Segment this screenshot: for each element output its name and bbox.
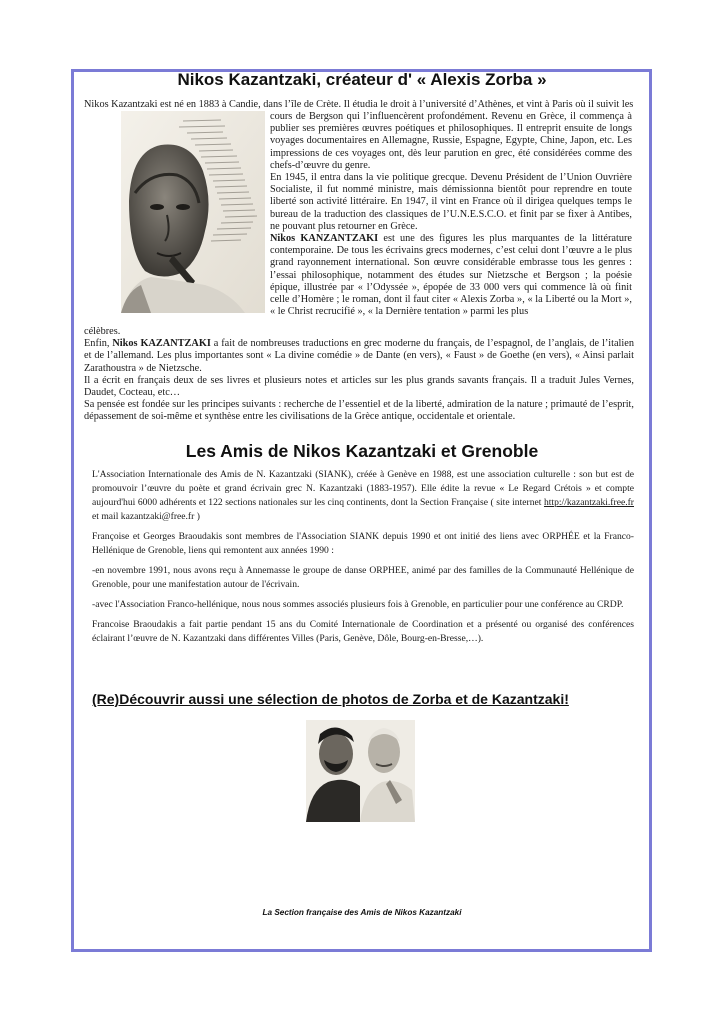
section-title-amis: Les Amis de Nikos Kazantzaki et Grenoble xyxy=(185,441,539,461)
photos-link-heading[interactable]: (Re)Découvrir aussi une sélection de photos de Zorba et de Kazantzaki! xyxy=(92,691,569,707)
bio-paragraph xyxy=(270,233,632,318)
website-link[interactable]: http://kazantzaki.free.fr xyxy=(543,497,634,508)
author-name-bold: Nikos KAZANTZAKI xyxy=(112,338,211,350)
amis-text: et mail kazantzaki@free.fr ) xyxy=(92,511,200,522)
amis-paragraph: Françoise et Georges Braoudakis sont membres de l'Association SIANK depuis 1990 et ont initié des liens avec ORPHÉE et la Franco-Hellénique de Grenoble, liens qui remontent aux années 1990 : xyxy=(92,531,634,556)
amis-paragraph: -en novembre 1991, nous avons reçu à Annemasse le groupe de danse ORPHEE, animé par des familles de la Communauté Hellénique de Grenoble, pour une manifestation autour de l'écrivain. xyxy=(92,565,634,590)
intro-line: Nikos Kazantzaki est né en 1883 à Candie, dans l’île de Crète. Il étudia le droit à l’université d’Athènes, et vint à Paris où il suivit les xyxy=(84,99,634,110)
amis-paragraph: -avec l'Association Franco-hellénique, nous nous sommes associés plusieurs fois à Grenoble, en particulier pour une conférence au CRDP. xyxy=(92,599,624,610)
amis-paragraph xyxy=(92,468,634,524)
bio-text: Enfin, xyxy=(84,338,113,350)
bio-paragraph: Sa pensée est fondée sur les principes suivants : recherche de l’essentiel et de la liberté, admiration de la nature ; primauté de l’esprit, dépassement de soi-même et synthèse entre les civilisations de la Grèce antique, occidentale et orientale. xyxy=(84,399,634,423)
zorba-kazantzaki-photo xyxy=(306,720,415,822)
bio-paragraph: Il a écrit en français deux de ses livres et plusieurs notes et articles sur les plus grands savants français. Il a traduit Jules Vernes, Daudet, Cocteau, etc… xyxy=(84,374,634,399)
amis-text: L'Association Internationale des Amis de N. Kazantzaki (SIANK), créée à Genève en 1988, est une association culturelle : son but est de promouvoir l’œuvre du poète et grand écrivain grec N. Kazantzaki (1883-1957). Elle édite la revue « Le Regard Crétois » et compte aujourd'hui 6000 adhérents et 122 sections nationales sur les cinq continents, dont la Section Française ( site internet xyxy=(92,469,634,508)
kazantzaki-portrait-image xyxy=(121,111,265,313)
bio-text: est une des figures les plus marquantes de la littérature contemporaine. De tous les écrivains grecs modernes, c’est celui dont l’œuvre a le plus grand rayonnement international. Son œuvre considérable embrasse tous les genres : l’essai philosophique, notamment des études sur Nietzsche et Bergson ; la poésie épique, illustrée par « l’Odyssée », épopée de 33 000 vers qui commence là où finit celle d’Homère ; le roman, dont il faut citer « Alexis Zorba », « la Liberté ou la Mort », « le Christ recrucifié », « la Dernière tentation » parmi les plus xyxy=(270,233,632,318)
bio-text: a fait de nombreuses traductions en grec moderne du français, de l’espagnol, de l’anglais, de l’italien et de l’allemand. Les plus importantes sont « La divine comédie » de Dante (en vers), « Faust » de Goethe (en vers), « Ainsi parlait Zarathoustra » de Nietzsche. xyxy=(84,338,634,374)
bio-paragraph: En 1945, il entra dans la vie politique grecque. Devenu Président de l’Union Ouvrière Socialiste, il fut nommé ministre, mais démissionna bientôt pour reprendre en toute liberté son activité littéraire. En 1947, il vint en France où il dirigea quelques temps le bureau de la traduction des classiques de l’U.N.E.S.C.O. et finit par se fixer à Antibes, ne pouvant plus retourner en Grèce. xyxy=(270,172,632,232)
amis-paragraph: Francoise Braoudakis a fait partie pendant 15 ans du Comité Internationale de Coordination et a présenté ou organisé des conférences éclairant l’œuvre de N. Kazantzaki dans différentes Villes (Paris, Genève, Dôle, Bourg-en-Bresse,…). xyxy=(92,619,634,644)
bio-paragraph: célèbres. xyxy=(84,326,121,337)
bio-paragraph: cours de Bergson qui l’influencèrent profondément. Revenu en Grèce, il commença à publier ses premières œuvres poétiques et philosophiques. Il entreprit ensuite de longs voyages documentaires en Allemagne, Russie, Espagne, Egypte, Chine, Japon, etc. Les impressions de ces voyages ont, dès leur parution en grec, été considérées comme des chefs-d’œuvre du genre. xyxy=(270,111,632,171)
page-title: Nikos Kazantzaki, créateur d' « Alexis Zorba » xyxy=(177,70,547,89)
bio-full-width xyxy=(84,326,634,424)
author-name-bold: Nikos KANZANTZAKI xyxy=(270,233,379,245)
amis-section xyxy=(92,468,634,652)
bio-right-column xyxy=(270,111,632,318)
bio-paragraph xyxy=(84,338,634,375)
footer-credit: La Section française des Amis de Nikos Kazantzaki xyxy=(262,908,462,917)
